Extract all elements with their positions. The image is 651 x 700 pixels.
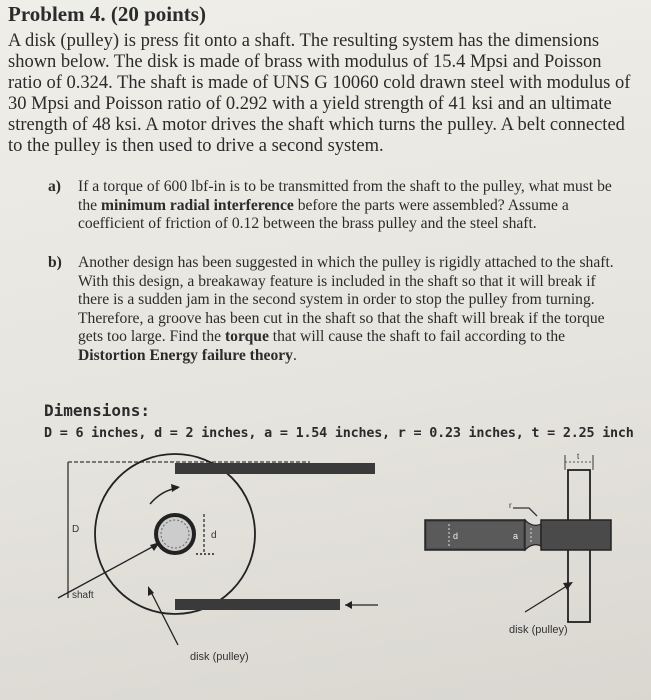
label-t: t (577, 452, 580, 461)
label-disk-right: disk (pulley) (509, 624, 568, 636)
label-r: r (509, 501, 512, 510)
part-a-text: If a torque of 600 lbf-in is to be transmitted from the shaft to the pulley, what must be the minimum radial interference before the parts were assembled? Assume a coefficient of friction of 0.12 between the brass pulley and the steel shaft. (78, 178, 612, 233)
part-b (48, 254, 616, 366)
dimensions-values: D = 6 inches, d = 2 inches, a = 1.54 inches, r = 0.23 inches, t = 2.25 inch (44, 426, 634, 441)
label-d: d (211, 530, 217, 541)
part-a-emphasis: minimum radial interference (100, 196, 294, 214)
problem-title: Problem 4. (20 points) (8, 2, 206, 26)
label-d-right: d (453, 531, 459, 541)
part-b-emphasis-theory: Distortion Energy failure theory (78, 346, 293, 364)
part-b-emphasis-torque: torque (224, 328, 269, 346)
disk-bottom-band (175, 599, 340, 610)
disk-arrow (150, 590, 178, 645)
label-a: a (513, 531, 519, 541)
part-a (48, 178, 616, 234)
disk-top-band (175, 463, 375, 474)
problem-intro: A disk (pulley) is press fit onto a shaft. The resulting system has the dimensions shown below. The disk is made of brass with modulus of 15.4 Mpsi and Poisson ratio of 0.324. The shaft is made of UNS G 10060 cold drawn steel with modulus of 30 Mpsi and Poisson ratio of 0.292 with a yield strength of 41 ksi and an ultimate strength of 48 ksi. A motor drives the shaft which turns the pulley. A belt connected to the pulley is then used to drive a second system. (8, 31, 631, 156)
label-D: D (72, 524, 80, 535)
dimensions-heading: Dimensions: (44, 401, 150, 420)
shaft-right-section (541, 520, 611, 550)
front-view-figure (0, 450, 400, 700)
label-shaft: shaft (72, 590, 94, 601)
disk-arrow-right (525, 584, 570, 612)
r-leader (513, 508, 537, 516)
label-disk-left: disk (pulley) (190, 651, 249, 663)
side-view-figure (405, 450, 651, 700)
part-b-text: Another design has been suggested in which the pulley is rigidly attached to the shaft. With this design, a breakaway feature is included in the shaft so that it will break if there is a sudden jam in the second system in order to stop the pulley from turning. Therefore, a groove has been cut in the shaft so that the shaft will break if the torque gets too large. Find the torque that will cause the shaft to fail according to the Distortion Energy failure theory. (78, 254, 614, 364)
part-a-label: a) (48, 178, 61, 195)
shaft-circle (156, 515, 194, 553)
part-b-label: b) (48, 254, 62, 271)
shaft-groove (525, 520, 541, 550)
